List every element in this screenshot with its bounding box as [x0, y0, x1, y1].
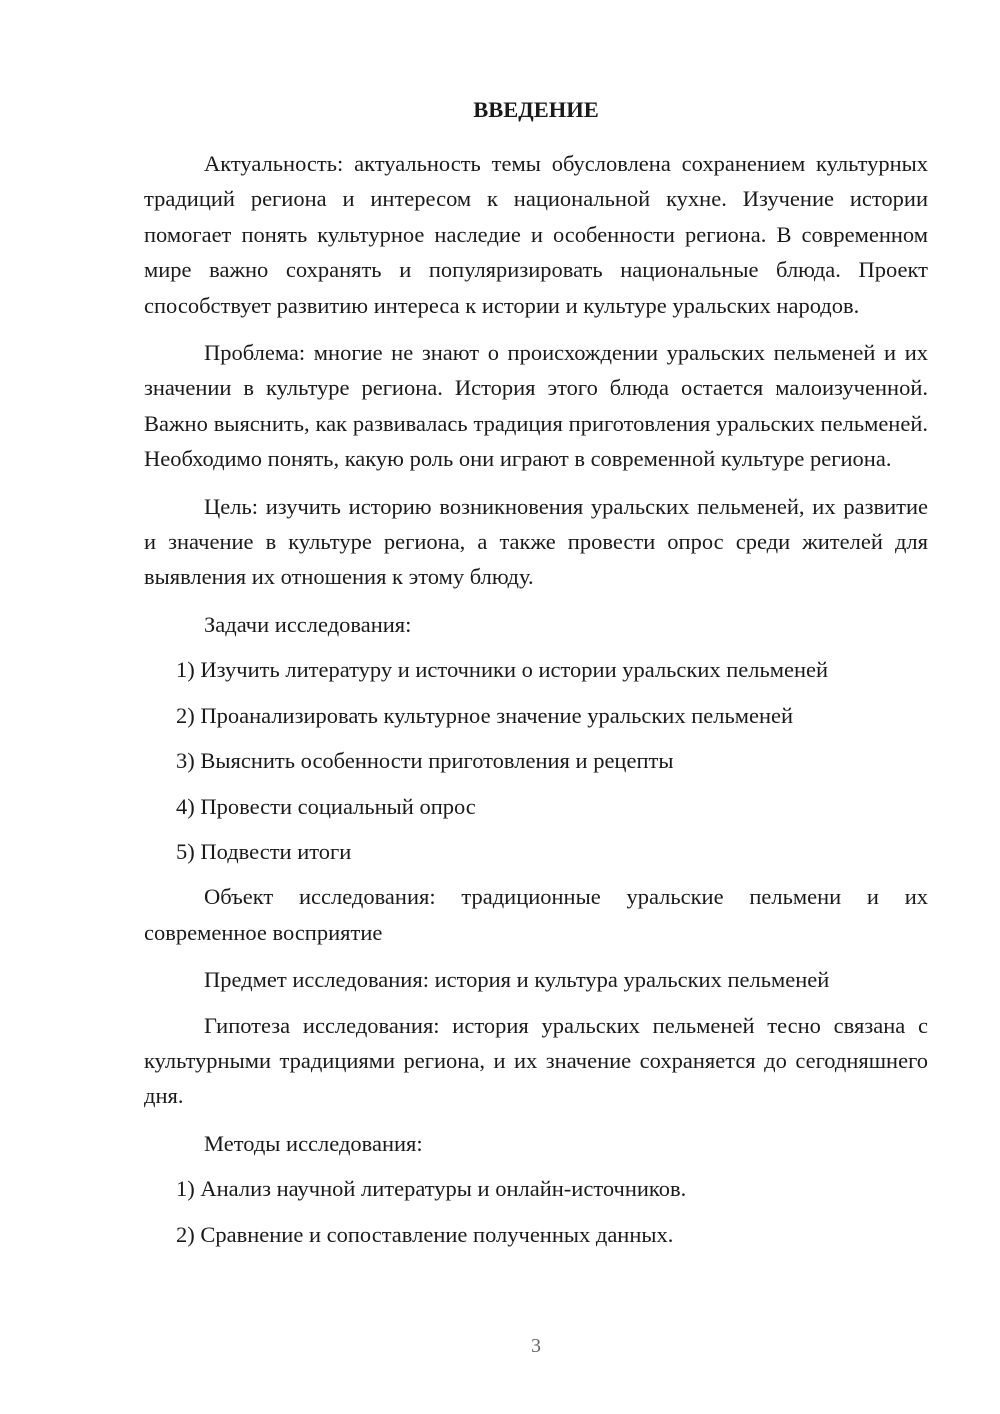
hypothesis-paragraph: Гипотеза исследования: история уральских пельменей тесно связана с культурными традициями региона, и их значение сохраняется до сегодняшнего дня. [144, 1012, 928, 1109]
list-item: 2) Сравнение и сопоставление полученных данных. [176, 1221, 674, 1247]
list-item: 2) Проанализировать культурное значение уральских пельменей [176, 702, 794, 728]
object-paragraph: Объект исследования: традиционные уральские пельмени и их современное восприятие [144, 884, 928, 945]
list-item: 4) Провести социальный опрос [176, 793, 476, 819]
tasks-list [144, 652, 928, 869]
subject-paragraph: Предмет исследования: история и культура уральских пельменей [204, 967, 830, 993]
list-item: 5) Подвести итоги [176, 838, 352, 864]
problem-paragraph: Проблема: многие не знают о происхождении уральских пельменей и их значении в культуре региона. История этого блюда остается малоизученной. Важно выяснить, как развивалась традиция приготовления уральских пельменей. Необходимо понять, какую роль они играют в современной культуре региона. [144, 340, 928, 472]
methods-title: Методы исследования: [204, 1130, 423, 1156]
list-item: 1) Анализ научной литературы и онлайн-источников. [176, 1176, 687, 1202]
list-item: 1) Изучить литературу и источники о истории уральских пельменей [176, 657, 829, 683]
goal-paragraph: Цель: изучить историю возникновения уральских пельменей, их развитие и значение в культуре региона, а также провести опрос среди жителей для выявления их отношения к этому блюду. [144, 493, 928, 590]
section-heading: ВВЕДЕНИЕ [473, 97, 599, 122]
list-item: 3) Выяснить особенности приготовления и рецепты [176, 748, 674, 774]
relevance-paragraph: Актуальность: актуальность темы обусловлена сохранением культурных традиций региона и интересом к национальной кухне. Изучение истории помогает понять культурное наследие и особенности региона. В современном мире важно сохранять и популяризировать национальные блюда. Проект способствует развитию интереса к истории и культуре уральских народов. [144, 151, 928, 318]
page-content [144, 96, 928, 1262]
methods-list [144, 1171, 928, 1252]
page-number: 3 [531, 1335, 541, 1357]
tasks-title: Задачи исследования: [204, 611, 412, 637]
